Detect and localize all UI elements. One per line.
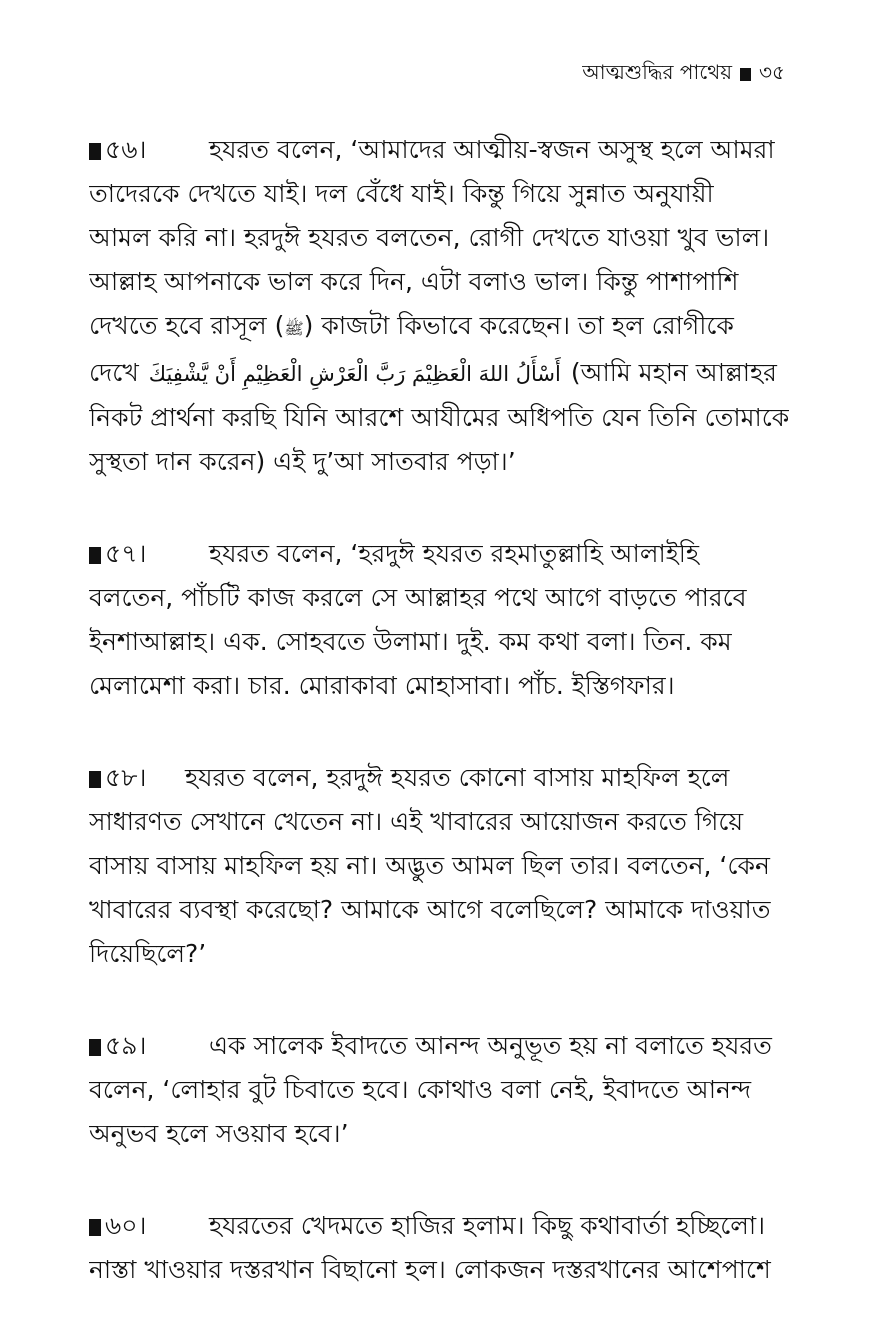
page-body	[89, 128, 789, 1340]
paragraph-line: বলতেন, পাঁচটি কাজ করলে সে আল্লাহর পথে আগে বাড়তে পারবে	[89, 583, 747, 612]
paragraph-line: মেলামেশা করা। চার. মোরাকাবা মোহাসাবা। পাঁচ. ইস্তিগফার।	[89, 671, 675, 700]
square-bullet-icon	[89, 771, 101, 788]
paragraph-line: সুস্থতা দান করেন) এই দু’আ সাতবার পড়া।’	[89, 447, 516, 476]
paragraph-line: নিকট প্রার্থনা করছি যিনি আরশে আযীমের অধিপতি যেন তিনি তোমাকে	[89, 403, 789, 432]
square-bullet-icon	[740, 68, 751, 81]
paragraph-line: দেখে أَسْأَلُ اللهَ الْعَظِيْمَ رَبَّ الْعَرْشِ الْعَظِيْمِ أَنْ يَّشْفِيَكَ (আমি মহান আল্লাহর	[89, 358, 777, 387]
paragraph-60	[89, 1204, 789, 1292]
paragraph-line: খাবারের ব্যবস্থা করেছো? আমাকে আগে বলেছিলে? আমাকে দাওয়াত	[89, 895, 771, 924]
paragraph-line: ৫৭। হযরত বলেন, ‘হরদুঈ হযরত রহমাতুল্লাহি আলাইহি	[89, 532, 789, 576]
paragraph-number: ৫৮।	[89, 756, 185, 800]
paragraph-line: ৫৯। এক সালেক ইবাদতে আনন্দ অনুভূত হয় না বলাতে হযরত	[89, 1024, 789, 1068]
salah-ligature: ﷺ	[284, 319, 304, 338]
square-bullet-icon	[89, 1219, 101, 1236]
paragraph-number: ৫৬।	[89, 128, 209, 172]
paragraph-number: ৫৭।	[89, 532, 209, 576]
paragraph-line: বলেন, ‘লোহার বুট চিবাতে হবে। কোথাও বলা নেই, ইবাদতে আনন্দ	[89, 1075, 752, 1104]
paragraph-line: বাসায় বাসায় মাহফিল হয় না। অদ্ভুত আমল ছিল তার। বলতেন, ‘কেন	[89, 851, 770, 880]
page-number: ৩৫	[759, 60, 785, 84]
paragraph-line: সাধারণত সেখানে খেতেন না। এই খাবারের আয়োজন করতে গিয়ে	[89, 807, 744, 836]
square-bullet-icon	[89, 1039, 101, 1056]
book-title: আত্মশুদ্ধির পাথেয়	[582, 60, 733, 84]
paragraph-line: ৫৬। হযরত বলেন, ‘আমাদের আত্মীয়-স্বজন অসুস্থ হলে আমরা	[89, 128, 789, 172]
paragraph-58	[89, 756, 789, 976]
paragraph-line: নাস্তা খাওয়ার দস্তরখান বিছানো হল। লোকজন দস্তরখানের আশেপাশে	[89, 1255, 771, 1284]
paragraph-line: অনুভব হলে সওয়াব হবে।’	[89, 1119, 349, 1148]
square-bullet-icon	[89, 143, 101, 160]
paragraph-line: ৬০। হযরতের খেদমতে হাজির হলাম। কিছু কথাবার্তা হচ্ছিলো।	[89, 1204, 789, 1248]
paragraph-line: দিয়েছিলে?’	[89, 939, 207, 968]
paragraph-line: ইনশাআল্লাহ। এক. সোহবতে উলামা। দুই. কম কথা বলা। তিন. কম	[89, 627, 732, 656]
paragraph-line: আমল করি না। হরদুঈ হযরত বলতেন, রোগী দেখতে যাওয়া খুব ভাল।	[89, 223, 770, 252]
paragraph-56	[89, 128, 789, 484]
paragraph-line: তাদেরকে দেখতে যাই। দল বেঁধে যাই। কিন্তু গিয়ে সুন্নাত অনুযায়ী	[89, 179, 714, 208]
paragraph-number: ৫৯।	[89, 1024, 209, 1068]
paragraph-line: ৫৮। হযরত বলেন, হরদুঈ হযরত কোনো বাসায় মাহফিল হলে	[89, 756, 789, 800]
running-header	[582, 58, 785, 91]
paragraph-59	[89, 1024, 789, 1156]
paragraph-line: আল্লাহ আপনাকে ভাল করে দিন, এটা বলাও ভাল। কিন্তু পাশাপাশি	[89, 267, 739, 296]
square-bullet-icon	[89, 547, 101, 564]
paragraph-number: ৬০।	[89, 1204, 209, 1248]
paragraph-57	[89, 532, 789, 708]
paragraph-line: দেখতে হবে রাসূল (ﷺ) কাজটা কিভাবে করেছেন। তা হল রোগীকে	[89, 311, 734, 340]
arabic-dua: أَسْأَلُ اللهَ الْعَظِيْمَ رَبَّ الْعَرْشِ الْعَظِيْمِ أَنْ يَّشْفِيَكَ	[148, 362, 561, 386]
